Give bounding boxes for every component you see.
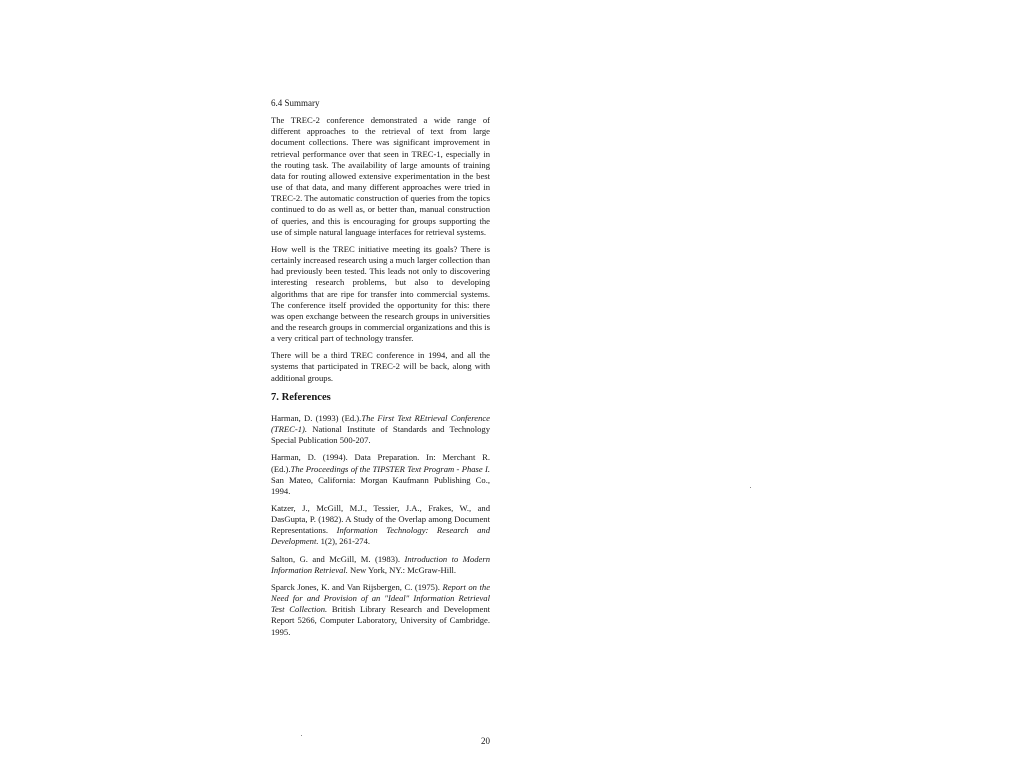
text-column — [271, 98, 490, 644]
summary-paragraph: The TREC-2 conference demonstrated a wide range of different approaches to the retrieval of text from large document collections. There was significant improvement in retrieval performance over that seen in TREC-1, especially in the routing task. The availability of large amounts of training data for routing allowed extensive experimentation in the best use of that data, and many different approaches were tried in TREC-2. The automatic construction of queries from the topics continued to do as well as, or better than, manual construction of queries, and this is encouraging for groups supporting the use of simple natural language interfaces for retrieval systems. — [271, 115, 490, 237]
summary-paragraph: There will be a third TREC conference in 1994, and all the systems that participated in TREC-2 will be back, along with additional groups. — [271, 350, 490, 383]
reference-item: Harman, D. (1993) (Ed.).The First Text REtrieval Conference (TREC-1). National Institute of Standards and Technology Special Publication 500-207. — [271, 412, 490, 446]
references-heading: 7. References — [271, 391, 331, 403]
reference-item: Katzer, J., McGill, M.J., Tessier, J.A., Frakes, W., and DasGupta, P. (1982). A Study of the Overlap among Document Representations. Information Technology: Research and Development. 1(2), 261-274. — [271, 503, 491, 547]
reference-item: Harman, D. (1994). Data Preparation. In: Merchant R. (Ed.).The Proceedings of the TIPSTER Text Program - Phase I. San Mateo, California: Morgan Kaufmann Publishing Co., 1994. — [271, 452, 490, 496]
scan-speck — [301, 735, 302, 736]
reference-item: Salton, G. and McGill, M. (1983). Introduction to Modern Information Retrieval. New York, NY.: McGraw-Hill. — [271, 553, 490, 575]
page-number: 20 — [481, 736, 490, 746]
scan-speck — [750, 487, 751, 488]
summary-heading: 6.4 Summary — [271, 98, 320, 108]
summary-paragraph: How well is the TREC initiative meeting its goals? There is certainly increased research using a much larger collection than had previously been tested. This leads not only to discovering interesting research problems, but also to developing algorithms that are ripe for transfer into commercial systems. The conference itself provided the opportunity for this: there was open exchange between the research groups in universities and the research groups in commercial organizations and this is a very critical part of technology transfer. — [271, 243, 490, 344]
reference-item: Sparck Jones, K. and Van Rijsbergen, C. (1975). Report on the Need for and Provision of an "Ideal" Information Retrieval Test Collection. British Library Research and Development Report 5266, Computer Laboratory, University of Cambridge. 1995. — [271, 581, 491, 637]
